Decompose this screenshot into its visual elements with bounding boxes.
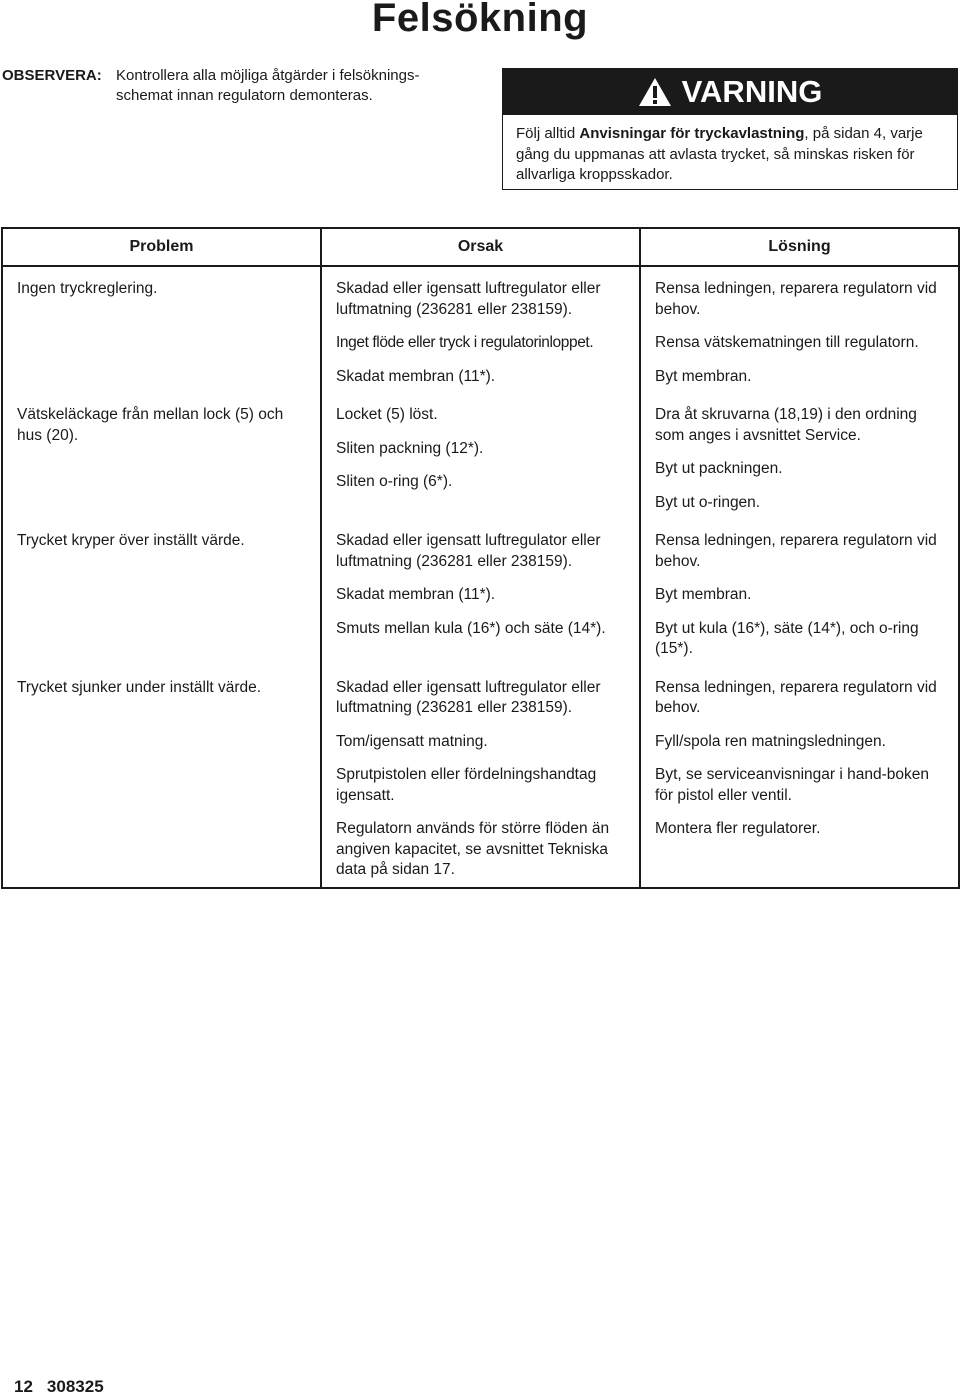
warning-header [503,69,957,115]
cause-item: Tom/igensatt matning. [336,732,488,750]
warning-triangle-icon [638,77,672,107]
table-row [2,266,959,393]
solution-item: Rensa ledningen, reparera regulatorn vid behov. [655,678,937,716]
solution-item: Rensa ledningen, reparera regulatorn vid behov. [655,532,937,570]
problem-text: Trycket sjunker under inställt värde. [17,678,262,696]
table-row [2,519,959,666]
sol-cell [640,666,959,888]
solution-item: Byt, se serviceanvisningar i hand-boken för pistol eller ventil. [655,766,929,804]
solution-item: Montera fler regulatorer. [655,820,821,837]
cause-item: Skadat membran (11*). [336,586,496,603]
cause-item: Inget flöde eller tryck i regulatorinloppet. [336,334,594,351]
solution-item: Dra åt skruvarna (18,19) i den ordning som anges i avsnittet Service. [655,406,917,444]
cause-item: Skadat membran (11*). [336,367,496,385]
cause-item: Skadad eller igensatt luftregulator eller luftmatning (236281 eller 238159). [336,280,601,318]
solution-item: Rensa ledningen, reparera regulatorn vid behov. [655,280,937,318]
solution-item: Byt ut packningen. [655,460,783,477]
header-solution: Lösning [640,228,959,266]
table-header-row [2,228,959,266]
sol-cell [640,393,959,519]
solution-item: Byt ut o-ringen. [655,493,761,511]
cause-cell [321,266,640,393]
header-problem: Problem [2,228,321,266]
warning-heading: VARNING [681,74,823,109]
note-label: OBSERVERA: [2,67,102,84]
table-row [2,666,959,888]
table-row [2,393,959,519]
sol-cell [640,266,959,393]
solution-item: Byt membran. [655,367,752,385]
cause-item: Sliten o-ring (6*). [336,473,453,490]
cause-item: Skadad eller igensatt luftregulator eller luftmatning (236281 eller 238159). [336,678,601,716]
header-cause: Orsak [321,228,640,266]
solution-item: Byt membran. [655,586,752,603]
cause-cell [321,393,640,519]
cause-item: Skadad eller igensatt luftregulator eller luftmatning (236281 eller 238159). [336,532,601,570]
warning-box [502,68,958,190]
solution-item: Rensa vätskematningen till regulatorn. [655,334,919,351]
problem-cell [2,266,321,393]
troubleshooting-table [1,227,960,889]
warning-text: Följ alltid Anvisningar för tryckavlastning, på sidan 4, varje gång du uppmanas att avlasta trycket, så minskas risken för allvarliga kroppsskador. [516,125,923,183]
page-footer [14,1377,104,1397]
solution-item: Fyll/spola ren matningsledningen. [655,732,886,750]
page-number: 12 [14,1377,33,1396]
cause-item: Sprutpistolen eller fördelningshandtag igensatt. [336,766,597,804]
sol-cell [640,519,959,666]
problem-text: Trycket kryper över inställt värde. [17,532,245,549]
problem-text: Ingen tryckreglering. [17,280,158,297]
doc-number: 308325 [46,1377,104,1396]
problem-text: Vätskeläckage från mellan lock (5) och hus (20). [17,406,284,444]
page-title: Felsökning [371,0,589,40]
cause-item: Regulatorn används för större flöden än angiven kapacitet, se avsnittet Tekniska data på sidan 17. [336,820,610,878]
cause-item: Locket (5) löst. [336,406,438,423]
problem-cell [2,519,321,666]
note-text: Kontrollera alla möjliga åtgärder i felsöknings-schemat innan regulatorn demonteras. [116,67,420,104]
cause-item: Smuts mellan kula (16*) och säte (14*). [336,619,606,637]
solution-item: Byt ut kula (16*), säte (14*), och o-ring (15*). [655,619,919,657]
cause-cell [321,519,640,666]
cause-item: Sliten packning (12*). [336,439,484,457]
problem-cell [2,393,321,519]
problem-cell [2,666,321,888]
cause-cell [321,666,640,888]
